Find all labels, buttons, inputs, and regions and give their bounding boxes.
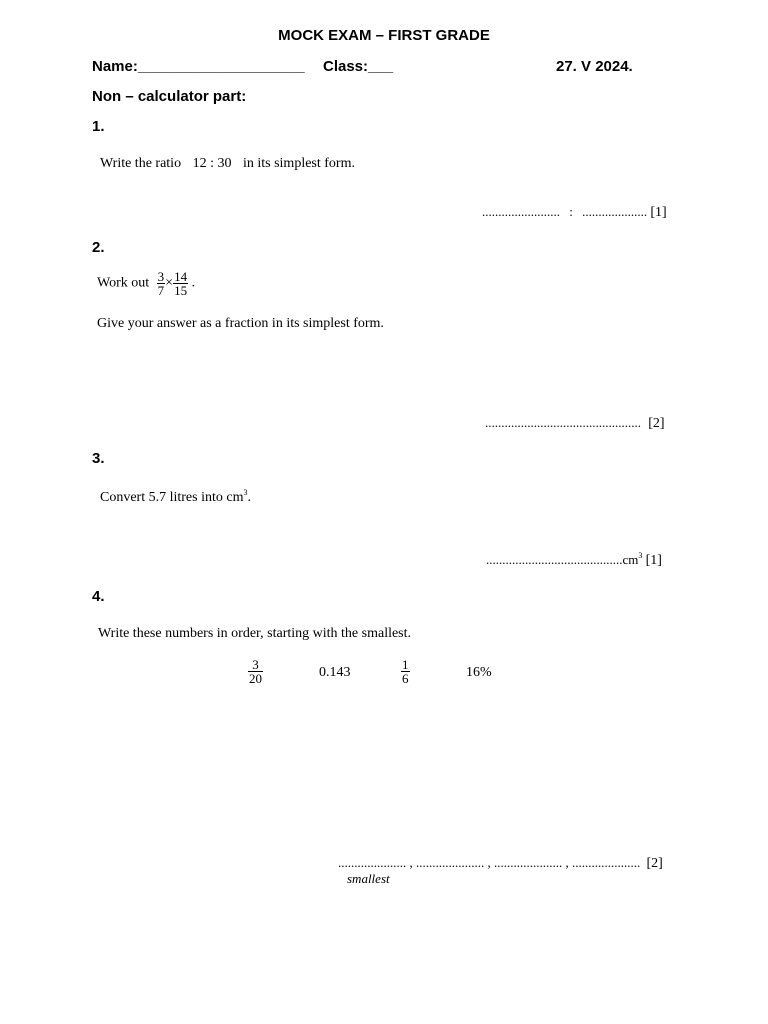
question-4-number: 4. bbox=[92, 588, 105, 605]
answer-blanks: ..................... , ..................... , ..................... , ..................... bbox=[338, 855, 641, 870]
fraction-14-15: $\frac{14}{15}$ bbox=[174, 269, 188, 298]
question-4-answer-line bbox=[338, 855, 663, 872]
question-2-answer-line bbox=[485, 415, 665, 432]
number-percent: 16% bbox=[466, 665, 492, 680]
answer-unit: cm bbox=[622, 552, 639, 567]
section-subtitle: Non – calculator part: bbox=[92, 88, 247, 105]
answer-blank: ................................................ bbox=[485, 415, 641, 430]
question-1-number: 1. bbox=[92, 118, 105, 135]
question-4-text: Write these numbers in order, starting with the smallest. bbox=[98, 626, 412, 641]
number-fraction-3-20: $\frac{3}{20}$ bbox=[249, 657, 262, 686]
question-2-text-before: Work out bbox=[97, 275, 150, 291]
number-fraction-1-6: $\frac{1}{6}$ bbox=[402, 657, 409, 686]
smallest-label: smallest bbox=[347, 871, 390, 886]
answer-blank-left: ........................ bbox=[482, 204, 560, 219]
number-decimal: 0.143 bbox=[319, 665, 351, 680]
name-field-label: Name:____________________ bbox=[92, 58, 305, 75]
question-2-text-after: . bbox=[191, 275, 196, 291]
question-2-marks: [2] bbox=[648, 416, 665, 431]
question-1-text-before: Write the ratio bbox=[100, 156, 182, 171]
question-3-answer-line: $..........................................cm^3$ [1] bbox=[486, 551, 662, 568]
question-1-answer-line bbox=[482, 204, 667, 221]
question-2-number: 2. bbox=[92, 239, 105, 256]
page-title: MOCK EXAM – FIRST GRADE bbox=[278, 27, 490, 44]
question-2-text bbox=[97, 270, 195, 297]
question-3-text: Convert 5.7 litres into $cm^3$. bbox=[100, 488, 251, 505]
question-4-marks: [2] bbox=[646, 856, 663, 871]
question-3-marks: [1] bbox=[645, 553, 662, 568]
exam-date: 27. V 2024. bbox=[556, 58, 633, 75]
question-1-ratio: 12 : 30 bbox=[192, 156, 232, 171]
question-2-instruction: Give your answer as a fraction in its simplest form. bbox=[97, 316, 384, 331]
class-field-label: Class:___ bbox=[323, 58, 394, 75]
question-3-number: 3. bbox=[92, 450, 105, 467]
fraction-3-7: $\frac{3}{7}$ bbox=[157, 269, 165, 298]
answer-ratio-separator: : bbox=[569, 204, 573, 219]
question-1-text-after: in its simplest form. bbox=[242, 156, 355, 171]
question-1-text bbox=[100, 156, 355, 172]
answer-blank: .......................................... bbox=[486, 552, 623, 567]
multiply-operator: × bbox=[165, 275, 174, 291]
answer-blank-right: .................... bbox=[582, 204, 648, 219]
question-1-marks: [1] bbox=[650, 205, 667, 220]
